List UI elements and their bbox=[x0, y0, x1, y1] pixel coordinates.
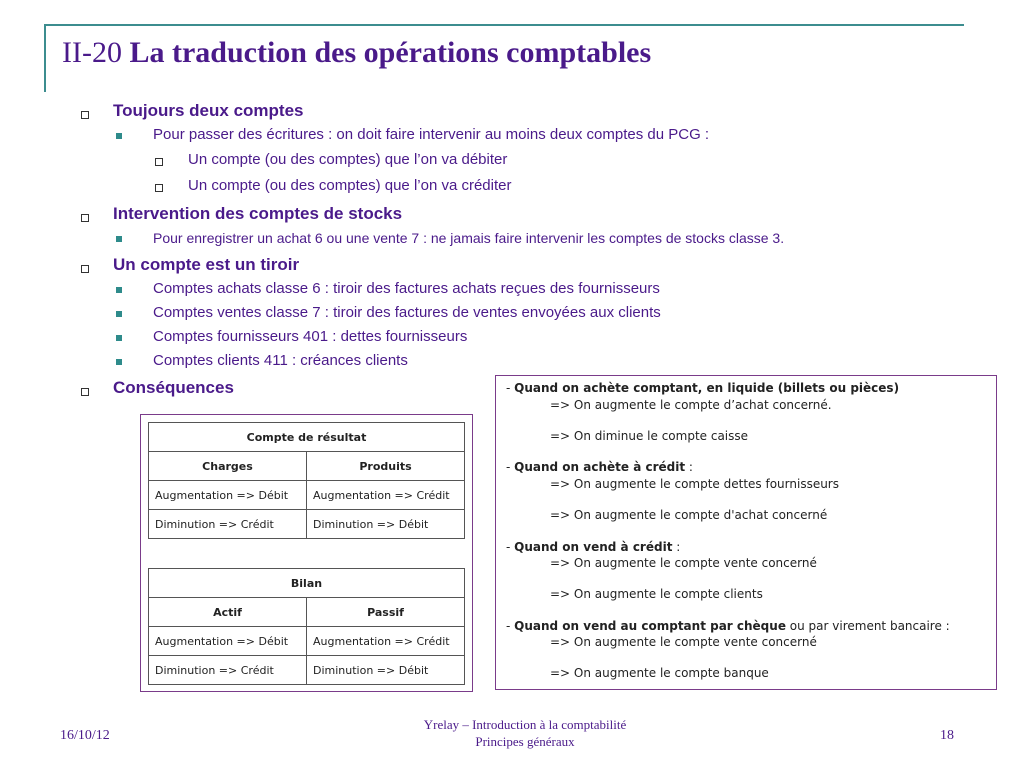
consequence-heading: - Quand on achète comptant, en liquide (billets ou pièces) bbox=[506, 381, 900, 395]
list-item-text: Un compte (ou des comptes) que l’on va débiter bbox=[188, 151, 508, 168]
list-item bbox=[74, 349, 974, 373]
consequence-heading: - Quand on achète à crédit : bbox=[506, 460, 693, 474]
consequence-heading-text: Quand on vend à crédit bbox=[514, 540, 673, 554]
list-item-text: Pour enregistrer un achat 6 ou une vente 7 : ne jamais faire intervenir les comptes de stocks classe 3. bbox=[153, 230, 785, 246]
table-title: Bilan bbox=[149, 569, 465, 598]
filled-square-bullet-icon bbox=[116, 335, 122, 341]
filled-square-bullet-icon bbox=[116, 311, 122, 317]
table-cell: Diminution => Crédit bbox=[149, 510, 307, 539]
list-item bbox=[74, 147, 974, 173]
consequence-line: => On diminue le compte caisse bbox=[550, 429, 749, 443]
filled-square-bullet-icon bbox=[116, 359, 122, 365]
title-frame-left-line bbox=[44, 24, 46, 92]
section-heading-text: Intervention des comptes de stocks bbox=[113, 204, 403, 223]
section-heading bbox=[74, 202, 974, 226]
footer-line-1: Yrelay – Introduction à la comptabilité bbox=[423, 717, 627, 732]
column-header: Produits bbox=[307, 452, 465, 481]
consequence-line: => On augmente le compte vente concerné bbox=[550, 635, 817, 649]
filled-square-bullet-icon bbox=[116, 133, 122, 139]
list-item-text: Un compte (ou des comptes) que l’on va créditer bbox=[188, 177, 512, 194]
section-heading-text: Toujours deux comptes bbox=[113, 101, 304, 120]
list-item bbox=[74, 277, 974, 301]
column-header: Passif bbox=[307, 598, 465, 627]
list-item bbox=[74, 173, 974, 199]
consequence-line: => On augmente le compte clients bbox=[550, 587, 763, 601]
slide-title-text: La traduction des opérations comptables bbox=[129, 36, 652, 69]
section-heading bbox=[74, 99, 974, 123]
consequence-line: => On augmente le compte dettes fournisseurs bbox=[550, 477, 839, 491]
accounting-tables-panel bbox=[140, 414, 473, 692]
slide-title bbox=[62, 36, 651, 70]
consequences-panel bbox=[495, 375, 997, 690]
consequence-heading: - Quand on vend au comptant par chèque ou par virement bancaire : bbox=[506, 619, 950, 633]
hollow-square-bullet-icon bbox=[81, 214, 89, 222]
footer-course-title bbox=[300, 716, 750, 750]
list-item-text: Pour passer des écritures : on doit faire intervenir au moins deux comptes du PCG : bbox=[153, 126, 710, 143]
hollow-square-bullet-icon bbox=[155, 158, 163, 166]
hollow-square-bullet-icon bbox=[81, 265, 89, 273]
list-item-text: Comptes clients 411 : créances clients bbox=[153, 352, 408, 369]
list-item-text: Comptes fournisseurs 401 : dettes fournisseurs bbox=[153, 328, 468, 345]
consequence-line: => On augmente le compte vente concerné bbox=[550, 556, 817, 570]
income-statement-table bbox=[148, 422, 465, 539]
hollow-square-bullet-icon bbox=[155, 184, 163, 192]
table-cell: Augmentation => Débit bbox=[149, 627, 307, 656]
list-item bbox=[74, 301, 974, 325]
list-item-text: Comptes ventes classe 7 : tiroir des factures de ventes envoyées aux clients bbox=[153, 304, 661, 321]
table-cell: Augmentation => Crédit bbox=[307, 481, 465, 510]
table-row bbox=[149, 510, 465, 539]
list-item bbox=[74, 226, 974, 250]
consequence-heading: - Quand on vend à crédit : bbox=[506, 540, 681, 554]
footer-line-2: Principes généraux bbox=[475, 734, 575, 749]
table-cell: Diminution => Débit bbox=[307, 656, 465, 685]
hollow-square-bullet-icon bbox=[81, 111, 89, 119]
section-heading bbox=[74, 253, 974, 277]
table-row bbox=[149, 627, 465, 656]
consequence-heading-text: Quand on achète à crédit bbox=[514, 460, 686, 474]
table-cell: Augmentation => Débit bbox=[149, 481, 307, 510]
slide-number-label: II-20 bbox=[62, 36, 122, 69]
balance-sheet-table bbox=[148, 568, 465, 685]
table-row bbox=[149, 656, 465, 685]
title-frame-top-line bbox=[44, 24, 964, 26]
consequence-line: => On augmente le compte d’achat concerné. bbox=[550, 398, 832, 412]
consequence-line: => On augmente le compte banque bbox=[550, 666, 769, 680]
consequence-heading-text: Quand on vend au comptant par chèque bbox=[514, 619, 786, 633]
column-header: Charges bbox=[149, 452, 307, 481]
list-item bbox=[74, 325, 974, 349]
bullet-list bbox=[74, 96, 974, 400]
table-cell: Augmentation => Crédit bbox=[307, 627, 465, 656]
footer-date: 16/10/12 bbox=[60, 728, 110, 743]
page-number: 18 bbox=[940, 728, 954, 743]
column-header: Actif bbox=[149, 598, 307, 627]
hollow-square-bullet-icon bbox=[81, 388, 89, 396]
list-item-text: Comptes achats classe 6 : tiroir des factures achats reçues des fournisseurs bbox=[153, 280, 660, 297]
table-cell: Diminution => Crédit bbox=[149, 656, 307, 685]
consequence-heading-text: Quand on achète comptant, en liquide (billets ou pièces) bbox=[514, 381, 900, 395]
filled-square-bullet-icon bbox=[116, 287, 122, 293]
table-row bbox=[149, 481, 465, 510]
table-cell: Diminution => Débit bbox=[307, 510, 465, 539]
list-item bbox=[74, 123, 974, 147]
section-heading-text: Un compte est un tiroir bbox=[113, 255, 300, 274]
filled-square-bullet-icon bbox=[116, 236, 122, 242]
consequence-line: => On augmente le compte d'achat concerné bbox=[550, 508, 828, 522]
section-heading-text: Conséquences bbox=[113, 378, 234, 397]
table-title: Compte de résultat bbox=[149, 423, 465, 452]
